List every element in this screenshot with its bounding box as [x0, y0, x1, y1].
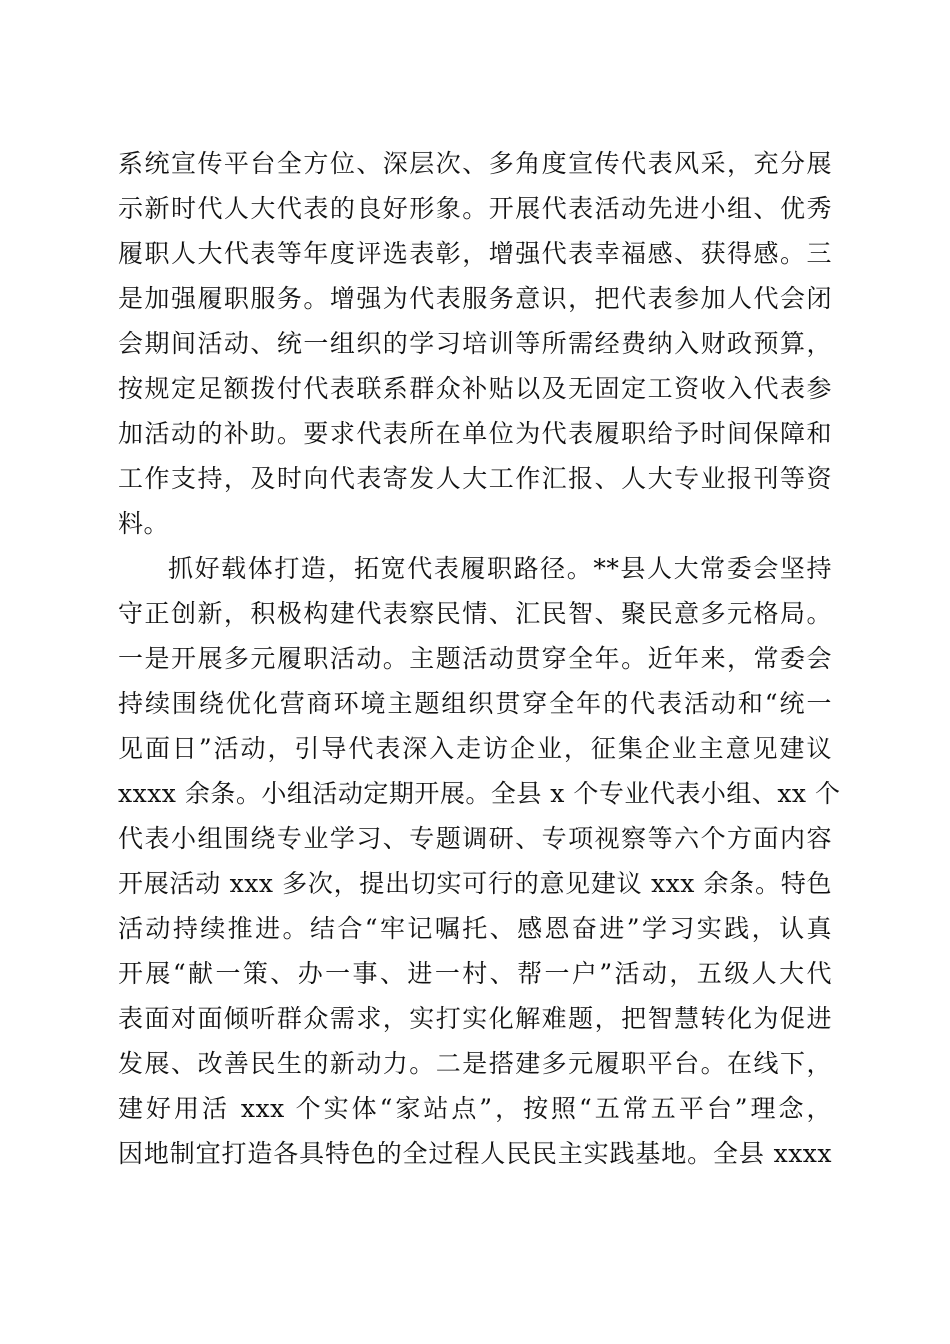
text-line: 建好用活 xxx 个实体“家站点”，按照“五常五平台”理念， [118, 1094, 832, 1123]
text-line: 发展、改善民生的新动力。二是搭建多元履职平台。在线下， [118, 1049, 832, 1078]
text-line: 履职人大代表等年度评选表彰，增强代表幸福感、获得感。三 [118, 239, 832, 268]
text-line: 料。 [118, 509, 170, 538]
text-line: 加活动的补助。要求代表所在单位为代表履职给予时间保障和 [118, 419, 832, 448]
text-line: 示新时代人大代表的良好形象。开展代表活动先进小组、优秀 [118, 194, 832, 223]
text-line: 表面对面倾听群众需求，实打实化解难题，把智慧转化为促进 [118, 1004, 832, 1033]
text-line: 按规定足额拨付代表联系群众补贴以及无固定工资收入代表参 [118, 374, 832, 403]
text-line: 因地制宜打造各具特色的全过程人民民主实践基地。全县 xxxx [118, 1139, 832, 1168]
text-line: 见面日”活动，引导代表深入走访企业，征集企业主意见建议 [118, 734, 832, 763]
text-line: 工作支持，及时向代表寄发人大工作汇报、人大专业报刊等资 [118, 464, 832, 493]
text-line: 抓好载体打造，拓宽代表履职路径。**县人大常委会坚持 [168, 554, 832, 583]
text-line: 开展“献一策、办一事、进一村、帮一户”活动，五级人大代 [118, 959, 832, 988]
text-line: 活动持续推进。结合“牢记嘱托、感恩奋进”学习实践，认真 [118, 914, 832, 943]
text-line: 系统宣传平台全方位、深层次、多角度宣传代表风采，充分展 [118, 149, 832, 178]
text-line: 开展活动 xxx 多次，提出切实可行的意见建议 xxx 余条。特色 [118, 869, 832, 898]
text-line: 会期间活动、统一组织的学习培训等所需经费纳入财政预算， [118, 329, 832, 358]
text-line: 代表小组围绕专业学习、专题调研、专项视察等六个方面内容 [118, 824, 832, 853]
text-line: 持续围绕优化营商环境主题组织贯穿全年的代表活动和“统一 [118, 689, 832, 718]
text-line: 一是开展多元履职活动。主题活动贯穿全年。近年来，常委会 [118, 644, 832, 673]
text-line: 守正创新，积极构建代表察民情、汇民智、聚民意多元格局。 [118, 599, 832, 628]
text-line: 是加强履职服务。增强为代表服务意识，把代表参加人代会闭 [118, 284, 832, 313]
text-line: xxxx 余条。小组活动定期开展。全县 x 个专业代表小组、xx 个 [118, 779, 841, 808]
